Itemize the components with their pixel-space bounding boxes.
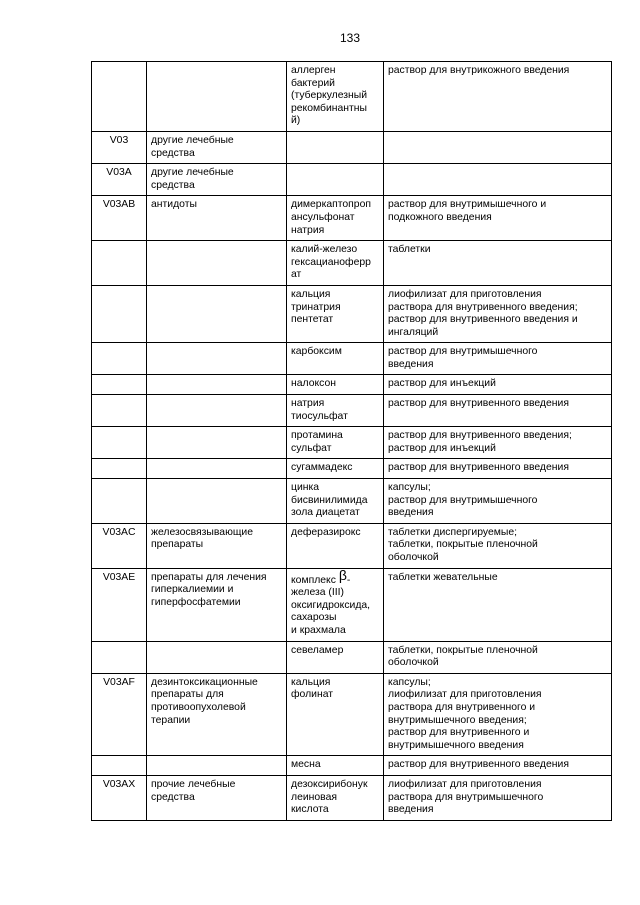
table-row	[92, 641, 612, 673]
table-row	[92, 395, 612, 427]
dosage-form-line: оболочкой	[388, 657, 439, 669]
dosage-form-cell	[384, 164, 612, 196]
dosage-form-cell	[384, 131, 612, 163]
dosage-form-line: раствор для внутривенного введения	[388, 462, 569, 474]
beta-symbol: β	[338, 568, 347, 583]
dosage-form-line: внутримышечного введения	[388, 739, 524, 751]
group-line: средства	[151, 179, 195, 191]
dosage-form-line: раствор для внутримышечного	[388, 494, 538, 506]
table-row	[92, 241, 612, 286]
drug-name-line: налоксон	[291, 378, 336, 390]
dosage-form-cell	[384, 775, 612, 820]
table-row	[92, 756, 612, 776]
drug-name-line: й)	[291, 115, 301, 127]
dosage-form-cell	[384, 285, 612, 342]
group-line: противоопухолевой	[151, 701, 246, 713]
dosage-form-line: раствора для внутримышечного	[388, 791, 544, 803]
atc-code-cell	[92, 479, 147, 524]
dosage-form-line: лиофилизат для приготовления	[388, 288, 542, 300]
dosage-form-line: раствор для внутримышечного и	[388, 199, 547, 211]
drug-name-line: сахарозы	[291, 612, 337, 624]
drug-name-line: дезоксирибонук	[291, 778, 368, 790]
group-line: другие лечебные	[151, 134, 234, 146]
drug-name-line: тиосульфат	[291, 410, 348, 422]
group-cell	[147, 343, 287, 375]
dosage-form-line: раствор для внутривенного и	[388, 727, 530, 739]
group-cell	[147, 375, 287, 395]
drug-name-cell	[287, 131, 384, 163]
group-line: гиперкалиемии и	[151, 584, 234, 596]
group-line: антидоты	[151, 199, 197, 211]
atc-code-cell	[92, 241, 147, 286]
drug-name-line: сугаммадекс	[291, 462, 353, 474]
dosage-form-line: раствор для внутривенного введения и	[388, 314, 578, 326]
drug-name-line: кальция	[291, 288, 331, 300]
table-row	[92, 459, 612, 479]
table-row	[92, 131, 612, 163]
dosage-form-line: введения	[388, 358, 434, 370]
dosage-form-line: раствор для инъекций	[388, 378, 496, 390]
drug-name-line: ансульфонат	[291, 211, 355, 223]
drug-name-line: (туберкулезный	[291, 90, 368, 102]
group-cell	[147, 395, 287, 427]
dosage-form-line: таблетки диспергируемые;	[388, 526, 518, 538]
dosage-form-line: раствор для внутримышечного	[388, 346, 538, 358]
drug-name-line: тринатрия	[291, 301, 341, 313]
drug-name-cell	[287, 241, 384, 286]
drug-name-cell	[287, 375, 384, 395]
drug-name-line: карбоксим	[291, 346, 342, 358]
group-cell	[147, 427, 287, 459]
drug-name-cell	[287, 285, 384, 342]
atc-code-cell: V03AX	[92, 775, 147, 820]
atc-code-cell	[92, 756, 147, 776]
dosage-form-cell	[384, 395, 612, 427]
table-row	[92, 427, 612, 459]
group-cell	[147, 459, 287, 479]
atc-code-cell: V03AE	[92, 568, 147, 641]
drug-name-cell	[287, 523, 384, 568]
dosage-form-cell	[384, 427, 612, 459]
drug-name-line: натрия	[291, 224, 325, 236]
dosage-form-cell	[384, 641, 612, 673]
drug-name-cell	[287, 164, 384, 196]
group-line: прочие лечебные	[151, 778, 236, 790]
dosage-form-cell	[384, 241, 612, 286]
table-row	[92, 285, 612, 342]
drug-name-line: зола диацетат	[291, 507, 360, 519]
group-cell	[147, 62, 287, 132]
drug-name-cell	[287, 568, 384, 641]
table-row	[92, 479, 612, 524]
dosage-form-line: введения	[388, 507, 434, 519]
atc-code-cell	[92, 62, 147, 132]
atc-code-cell	[92, 427, 147, 459]
drug-name-cell	[287, 641, 384, 673]
atc-code-cell: V03A	[92, 164, 147, 196]
drug-name-line: фолинат	[291, 689, 334, 701]
group-line: средства	[151, 791, 195, 803]
drug-name-line: оксигидроксида,	[291, 599, 371, 611]
drug-name-line: аллерген	[291, 65, 336, 76]
drug-name-line: комплекс β-	[291, 568, 351, 586]
dosage-form-line: оболочкой	[388, 552, 439, 563]
drug-name-line: бисвинилимида	[291, 494, 368, 506]
drug-name-line: калий-железо	[291, 244, 358, 256]
atc-code-cell	[92, 641, 147, 673]
drug-name-line: рекомбинантны	[291, 102, 368, 114]
dosage-form-cell	[384, 673, 612, 756]
dosage-form-line: ингаляций	[388, 326, 439, 338]
dosage-form-line: капсулы;	[388, 676, 431, 688]
table-row	[92, 62, 612, 132]
atc-code-cell: V03	[92, 131, 147, 163]
drug-name-line: леиновая	[291, 791, 337, 803]
dosage-form-line: лиофилизат для приготовления	[388, 689, 542, 701]
drug-name-line: кислота	[291, 804, 329, 816]
atc-code-cell: V03AF	[92, 673, 147, 756]
drug-name-line: димеркаптопроп	[291, 199, 371, 211]
drug-name-line: деферазирокс	[291, 526, 361, 538]
group-cell	[147, 523, 287, 568]
dosage-form-line: таблетки, покрытые пленочной	[388, 539, 538, 551]
dosage-form-line: раствора для внутривенного введения;	[388, 301, 578, 313]
drug-name-cell	[287, 427, 384, 459]
drug-name-line: цинка	[291, 482, 320, 494]
group-line: средства	[151, 147, 195, 159]
group-cell	[147, 756, 287, 776]
drug-name-line: железа (III)	[291, 587, 345, 599]
dosage-form-line: таблетки жевательные	[388, 571, 498, 583]
dosage-form-line: раствор для внутрикожного введения	[388, 65, 570, 76]
drug-name-cell	[287, 775, 384, 820]
table-row	[92, 568, 612, 641]
group-cell	[147, 775, 287, 820]
table-row	[92, 523, 612, 568]
drug-name-line: бактерий	[291, 77, 335, 89]
dosage-form-line: таблетки	[388, 244, 431, 256]
group-cell	[147, 641, 287, 673]
dosage-form-cell	[384, 523, 612, 568]
atc-code-cell	[92, 395, 147, 427]
atc-code-cell: V03AB	[92, 196, 147, 241]
group-line: препараты	[151, 539, 204, 551]
table-row	[92, 673, 612, 756]
drug-name-line: ат	[291, 269, 302, 281]
drug-name-cell	[287, 343, 384, 375]
group-line: гиперфосфатемии	[151, 596, 241, 608]
group-line: терапии	[151, 714, 191, 726]
group-cell	[147, 241, 287, 286]
drug-name-cell	[287, 459, 384, 479]
dosage-form-line: введения	[388, 804, 434, 816]
group-line: другие лечебные	[151, 167, 234, 179]
group-line: железосвязывающие	[151, 526, 253, 538]
dosage-form-cell	[384, 568, 612, 641]
drug-name-line: месна	[291, 759, 321, 771]
group-cell	[147, 131, 287, 163]
page-number: 133	[339, 31, 361, 45]
table-body	[92, 62, 612, 821]
dosage-form-line: раствор для инъекций	[388, 442, 496, 454]
dosage-form-cell	[384, 479, 612, 524]
group-cell	[147, 164, 287, 196]
table-row	[92, 375, 612, 395]
drug-name-cell	[287, 673, 384, 756]
dosage-form-cell	[384, 62, 612, 132]
drug-name-cell	[287, 62, 384, 132]
dosage-form-line: лиофилизат для приготовления	[388, 778, 542, 790]
dosage-form-line: таблетки, покрытые пленочной	[388, 644, 538, 656]
drug-table	[91, 61, 612, 821]
dosage-form-line: раствор для внутривенного введения	[388, 759, 569, 771]
dosage-form-cell	[384, 343, 612, 375]
drug-name-cell	[287, 395, 384, 427]
drug-name-line: гексацианоферр	[291, 256, 371, 268]
dosage-form-line: внутримышечного введения;	[388, 714, 527, 726]
group-cell	[147, 196, 287, 241]
drug-name-cell	[287, 479, 384, 524]
dosage-form-cell	[384, 756, 612, 776]
table-row	[92, 775, 612, 820]
table-row	[92, 164, 612, 196]
dosage-form-line: капсулы;	[388, 482, 431, 494]
atc-code-cell	[92, 459, 147, 479]
group-cell	[147, 479, 287, 524]
atc-code-cell: V03AC	[92, 523, 147, 568]
drug-name-line: натрия	[291, 398, 325, 410]
drug-name-line: сульфат	[291, 442, 332, 454]
group-cell	[147, 285, 287, 342]
dosage-form-line: подкожного введения	[388, 211, 492, 223]
dosage-form-cell	[384, 459, 612, 479]
drug-name-line: севеламер	[291, 644, 344, 656]
dosage-form-cell	[384, 375, 612, 395]
dosage-form-line: раствор для внутривенного введения	[388, 398, 569, 410]
group-line: препараты для	[151, 689, 224, 701]
group-line: препараты для лечения	[151, 571, 267, 583]
group-cell	[147, 568, 287, 641]
drug-name-cell	[287, 756, 384, 776]
drug-name-cell	[287, 196, 384, 241]
dosage-form-cell	[384, 196, 612, 241]
drug-name-line: и крахмала	[291, 624, 346, 636]
group-cell	[147, 673, 287, 756]
table-row	[92, 196, 612, 241]
dosage-form-line: раствора для внутривенного и	[388, 701, 536, 713]
atc-code-cell	[92, 285, 147, 342]
drug-name-line: кальция	[291, 676, 331, 688]
drug-name-line: протамина	[291, 430, 343, 442]
atc-code-cell	[92, 375, 147, 395]
atc-code-cell	[92, 343, 147, 375]
dosage-form-line: раствор для внутривенного введения;	[388, 430, 572, 442]
table-row	[92, 343, 612, 375]
drug-name-line: пентетат	[291, 314, 334, 326]
group-line: дезинтоксикационные	[151, 676, 258, 688]
